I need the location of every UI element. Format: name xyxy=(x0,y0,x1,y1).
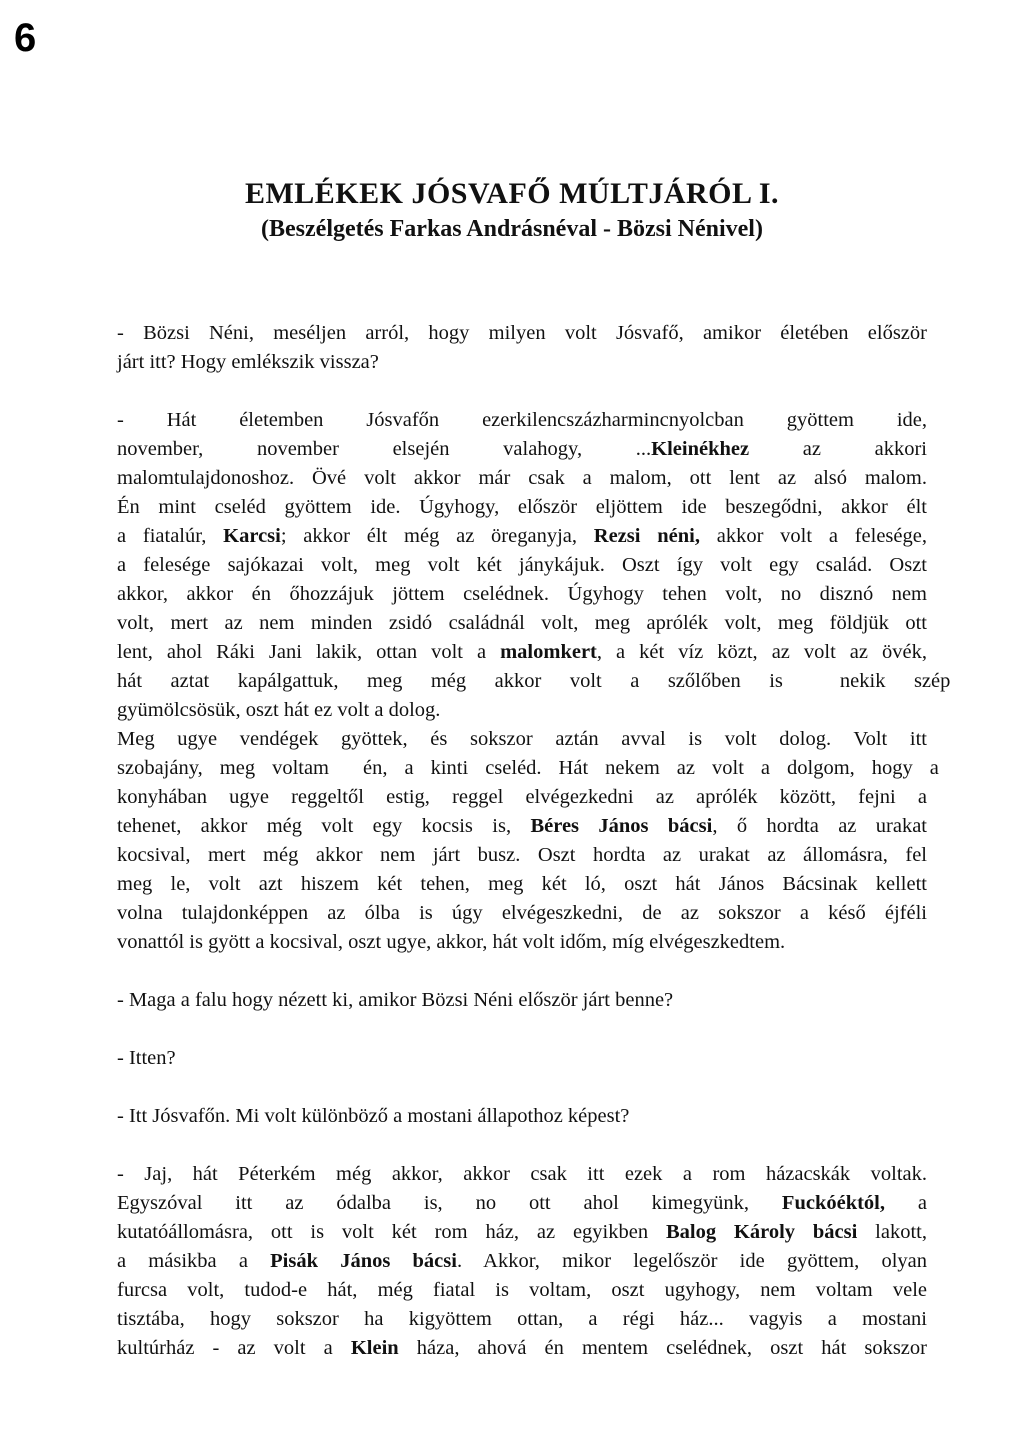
text-line: malomtulajdonoshoz. Övé volt akkor már csak a malom, ott lent az alsó malom. xyxy=(117,467,927,489)
text-line: - Hát életemben Jósvafőn ezerkilencszázharmincnyolcban gyöttem ide, xyxy=(117,409,927,431)
text-line: furcsa volt, tudod-e hát, még fiatal is voltam, oszt ugyhogy, nem voltam vele xyxy=(117,1279,927,1301)
text-line: - Jaj, hát Péterkém még akkor, akkor csak itt ezek a rom házacskák voltak. xyxy=(117,1163,927,1185)
text-line: - Itt Jósvafőn. Mi volt különböző a mostani állapothoz képest? xyxy=(117,1105,630,1127)
page-title: EMLÉKEK JÓSVAFŐ MÚLTJÁRÓL I. xyxy=(244,177,780,210)
text-line: a másikba a Pisák János bácsi. Akkor, mikor legelőször ide gyöttem, olyan xyxy=(117,1250,928,1272)
title-block xyxy=(0,176,1024,244)
document-body xyxy=(117,319,951,1363)
text-line: volt, mert az nem minden zsidó családnál volt, meg aprólék volt, meg földjük ott xyxy=(117,612,927,634)
paragraph-answer-1 xyxy=(117,406,951,957)
name-highlight: Fuckóéktól, xyxy=(781,1192,885,1214)
name-highlight: Klein xyxy=(350,1337,399,1359)
text-line: kultúrház - az volt a Klein háza, ahová én mentem cselédnek, oszt hát sokszor xyxy=(117,1337,927,1359)
text-line: - Itten? xyxy=(117,1047,176,1069)
name-highlight: Kleinékhez xyxy=(651,438,750,460)
name-highlight: malomkert xyxy=(500,641,597,663)
text-line: - Bözsi Néni, meséljen arról, hogy milyen volt Jósvafő, amikor életében először xyxy=(117,322,927,344)
text-line: vonattól is gyött a kocsival, oszt ugye, akkor, hát volt időm, míg elvégeszkedtem. xyxy=(117,931,786,953)
text-line: volna tulajdonképpen az ólba is úgy elvégeszkedni, de az sokszor a késő éjféli xyxy=(117,902,927,924)
text-line: meg le, volt azt hiszem két tehen, meg két ló, oszt hát János Bácsinak kellett xyxy=(117,873,927,895)
paragraph-answer-3 xyxy=(117,1160,927,1363)
page-subtitle: (Beszélgetés Farkas Andrásnéval - Bözsi Nénivel) xyxy=(261,216,763,242)
name-highlight: Rezsi néni, xyxy=(593,525,700,547)
text-line: tehenet, akkor még volt egy kocsis is, Béres János bácsi, ő hordta az urakat xyxy=(117,815,928,837)
text-line: Meg ugye vendégek gyöttek, és sokszor aztán avval is volt dolog. Volt itt xyxy=(117,728,927,750)
text-line: Én mint cseléd gyöttem ide. Úgyhogy, először eljöttem ide beszegődni, akkor élt xyxy=(117,496,927,518)
text-line: gyümölcsösük, oszt hát ez volt a dolog. xyxy=(117,699,441,721)
text-line: szobajány, meg voltam én, a kinti cseléd. Hát nekem az volt a dolgom, hogy a xyxy=(117,757,939,779)
paragraph-answer-2 xyxy=(117,1044,927,1073)
text-line: november, november elsején valahogy, ...Kleinékhez az akkori xyxy=(117,438,927,460)
text-line: a felesége sajókazai volt, meg volt két jánykájuk. Oszt így volt egy család. Oszt xyxy=(117,554,927,576)
text-line: tisztába, hogy sokszor ha kigyöttem ottan, a régi ház... vagyis a mostani xyxy=(117,1308,927,1330)
name-highlight: Balog Károly bácsi xyxy=(665,1221,858,1243)
name-highlight: Béres János bácsi xyxy=(530,815,713,837)
name-highlight: Pisák János bácsi xyxy=(270,1250,457,1272)
text-line: akkor, akkor én őhozzájuk jöttem cselédnek. Úgyhogy tehen volt, no disznó nem xyxy=(117,583,927,605)
name-highlight: Karcsi xyxy=(223,525,281,547)
text-line: járt itt? Hogy emlékszik vissza? xyxy=(117,351,379,373)
page-number: 6 xyxy=(14,16,37,60)
text-line: kocsival, mert még akkor nem járt busz. Oszt hordta az urakat az állomásra, fel xyxy=(117,844,927,866)
text-line: hát aztat kapálgattuk, meg még akkor volt a szőlőben is nekik szép xyxy=(117,670,951,692)
text-line: Egyszóval itt az ódalba is, no ott ahol kimegyünk, Fuckóéktól, a xyxy=(117,1192,927,1214)
text-line: lent, ahol Ráki Jani lakik, ottan volt a malomkert, a két víz közt, az volt az övék, xyxy=(117,641,927,663)
text-line: kutatóállomásra, ott is volt két rom ház, az egyikben Balog Károly bácsi lakott, xyxy=(117,1221,927,1243)
text-line: a fiatalúr, Karcsi; akkor élt még az öreganyja, Rezsi néni, akkor volt a felesége, xyxy=(117,525,927,547)
paragraph-question-3 xyxy=(117,1102,927,1131)
paragraph-question-1 xyxy=(117,319,927,377)
paragraph-question-2 xyxy=(117,986,927,1015)
text-line: konyhában ugye reggeltől estig, reggel elvégezkedni az aprólék között, fejni a xyxy=(117,786,927,808)
text-line: - Maga a falu hogy nézett ki, amikor Bözsi Néni először járt benne? xyxy=(117,989,674,1011)
